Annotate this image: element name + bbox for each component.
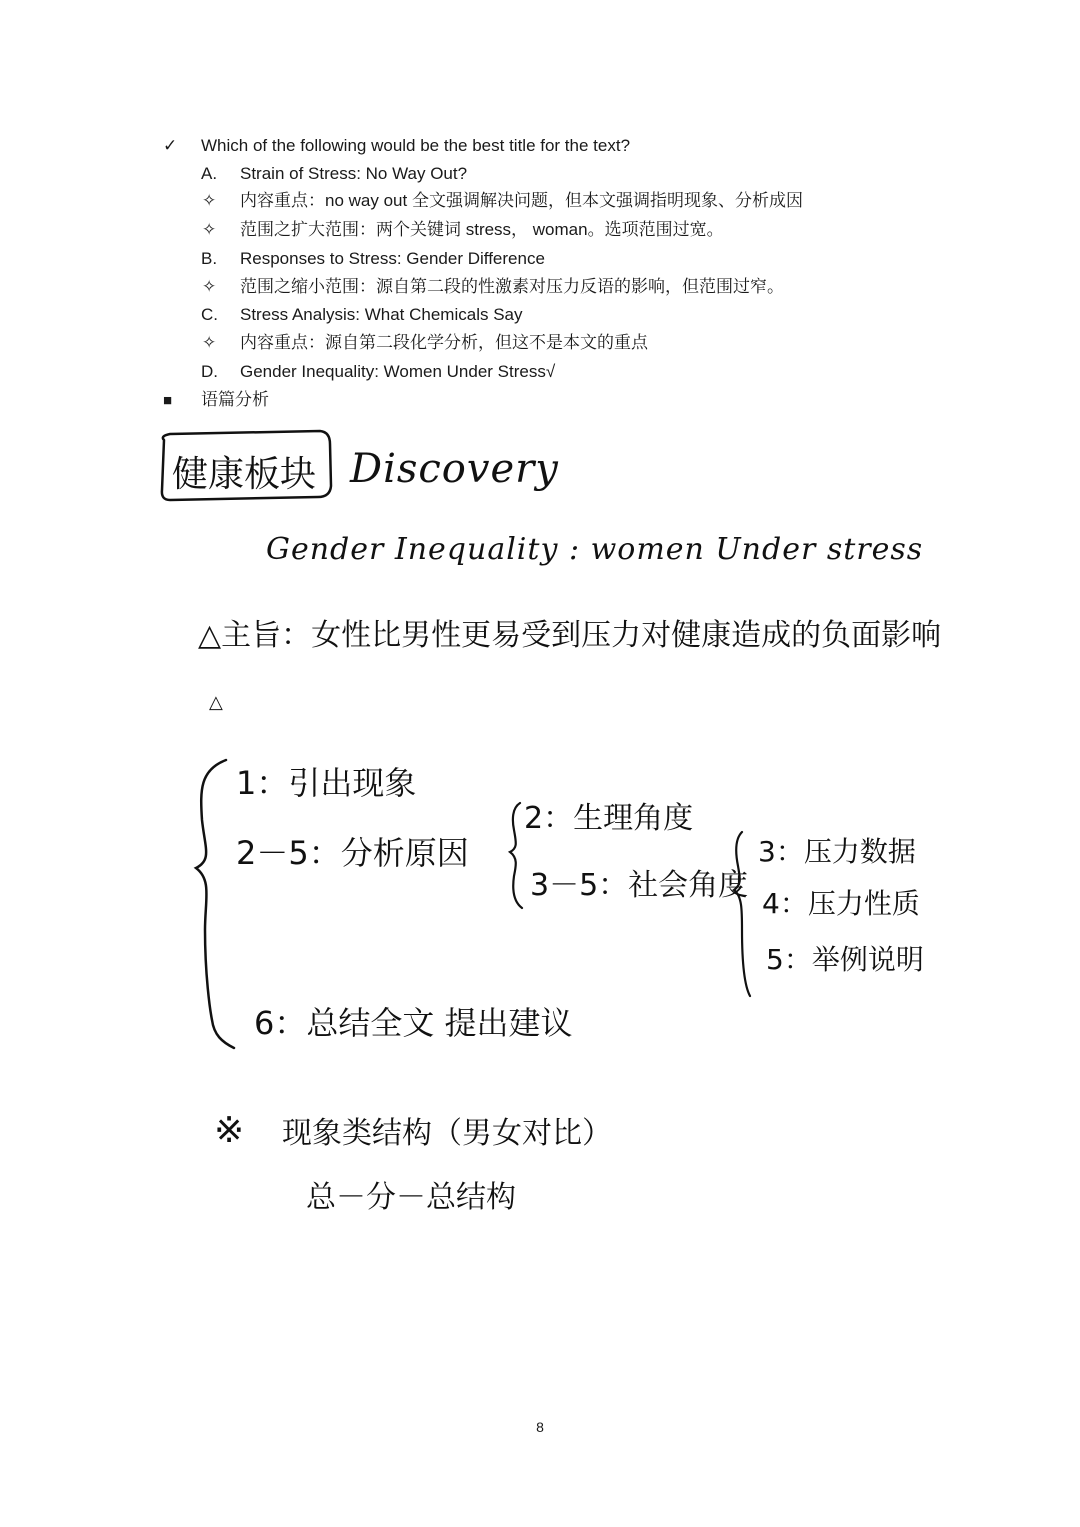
option-d-marker: D.	[201, 362, 218, 381]
mid-brace	[510, 803, 522, 908]
square-bullet-icon: ■	[163, 392, 173, 409]
outline-p1: 1：引出现象	[236, 764, 417, 802]
option-c-text: Stress Analysis: What Chemicals Say	[240, 305, 523, 324]
note-diamond-icon: ✧	[202, 333, 217, 352]
option-a-note-2: 范围之扩大范围：两个关键词 stress， woman。选项范围过宽。	[240, 220, 724, 239]
option-c-note: 内容重点：源自第二段化学分析，但这不是本文的重点	[240, 333, 648, 352]
triangle-mark: △	[209, 692, 223, 713]
section-title: 语篇分析	[201, 390, 269, 409]
note-diamond-icon: ✧	[202, 277, 217, 296]
option-d-text: Gender Inequality: Women Under Stress√	[240, 362, 556, 381]
check-mark-icon: ✓	[163, 136, 178, 155]
page-number: 8	[536, 1419, 544, 1435]
option-b-note: 范围之缩小范围：源自第二段的性激素对压力反语的影响，但范围过窄。	[240, 277, 784, 296]
question-text: Which of the following would be the best title for the text?	[201, 136, 631, 155]
structure-mark: ※	[214, 1110, 245, 1151]
outline-p2: 2：生理角度	[524, 801, 694, 836]
option-b-text: Responses to Stress: Gender Difference	[240, 249, 545, 268]
big-left-brace	[196, 760, 234, 1048]
right-brace	[734, 832, 750, 996]
option-c-marker: C.	[201, 305, 218, 324]
structure-line-1: 现象类结构（男女对比）	[282, 1116, 612, 1151]
option-a-note-1: 内容重点：no way out 全文强调解决问题，但本文强调指明现象、分析成因	[240, 191, 803, 210]
option-b-marker: B.	[201, 249, 218, 268]
note-diamond-icon: ✧	[202, 220, 217, 239]
boxed-label: 健康板块	[172, 454, 317, 495]
outline-p3-5: 3－5：社会角度	[530, 868, 749, 903]
theme-line: △主旨：女性比男性更易受到压力对健康造成的负面影响	[198, 618, 942, 653]
outline-p4: 4：压力性质	[762, 887, 920, 920]
outline-p2-5: 2－5：分析原因	[236, 834, 469, 872]
option-a-text: Strain of Stress: No Way Out?	[240, 164, 468, 183]
outline-p6: 6：总结全文 提出建议	[254, 1004, 573, 1042]
article-title: Gender Inequality : women Under stress	[266, 532, 924, 567]
option-a-marker: A.	[201, 164, 218, 183]
source-label: Discovery	[350, 446, 559, 492]
note-diamond-icon: ✧	[202, 191, 217, 210]
outline-p3: 3：压力数据	[758, 835, 916, 868]
outline-p5: 5：举例说明	[766, 943, 924, 976]
structure-line-2: 总－分－总结构	[306, 1180, 516, 1215]
